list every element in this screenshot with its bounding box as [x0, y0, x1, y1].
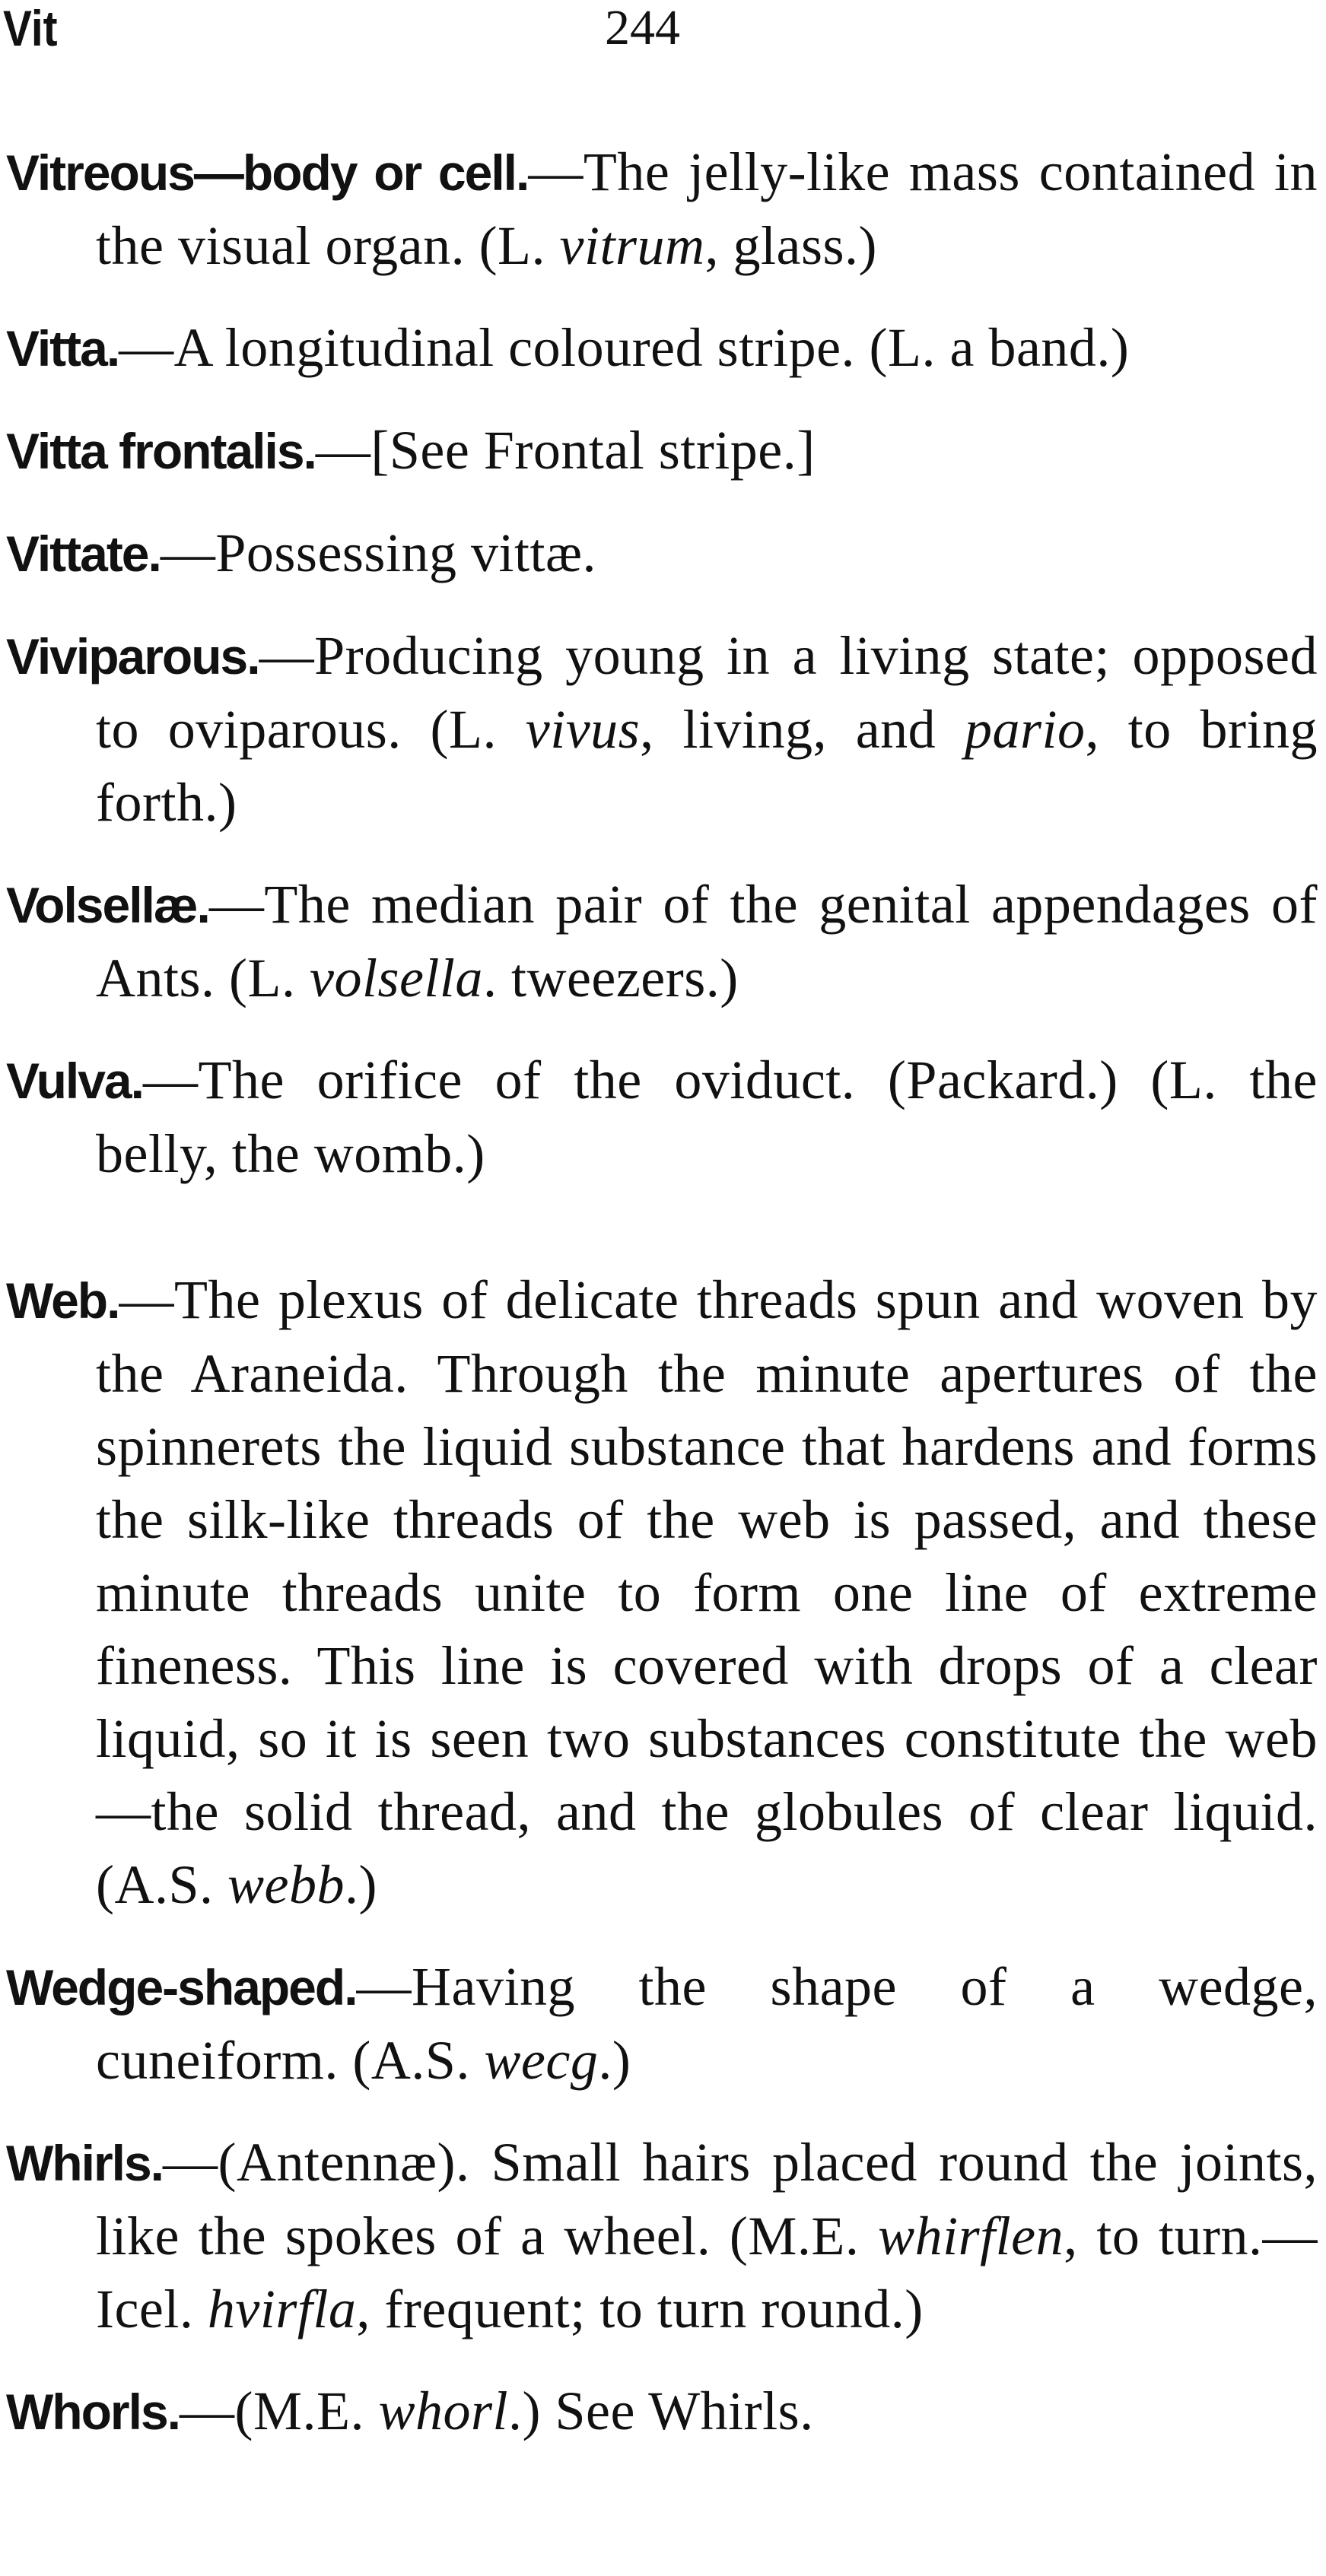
etymon: wecg	[484, 2030, 599, 2091]
guide-word: Vit	[3, 0, 58, 56]
headword: Wedge-shaped.	[6, 1959, 357, 2015]
definition: —Having the shape of a wedge, cuneiform. (A.S. wecg.)	[96, 1956, 1318, 2091]
headword: Vitta frontalis.	[6, 423, 316, 479]
headword: Whorls.	[6, 2384, 180, 2440]
entry-web	[6, 1263, 1318, 1921]
definition: —A longitudinal coloured stripe. (L. a band.)	[119, 317, 1130, 378]
entry-viviparous	[6, 619, 1318, 839]
definition: —The jelly-like mass contained in the visual organ. (L. vitrum, glass.)	[96, 141, 1318, 276]
definition: —(Antennæ). Small hairs placed round the joints, like the spokes of a wheel. (M.E. whirflen, to turn.—Icel. hvirfla, frequent; to turn round.)	[96, 2132, 1318, 2339]
definition: —(M.E. whorl.) See Whirls.	[180, 2381, 814, 2441]
headword: Web.	[6, 1272, 119, 1329]
entry-vitta-frontalis	[6, 414, 1318, 488]
definition: —The plexus of delicate threads spun and woven by the Araneida. Through the minute apertures of the spinnerets the liquid substance that hardens and forms the silk-like threads of the web is passed, and these minute threads unite to form one line of extreme fineness. This line is covered with drops of a clear liquid, so it is seen two substances constitute the web —the solid thread, and the globules of clear liquid. (A.S. webb.)	[96, 1269, 1318, 1915]
headword: Whirls.	[6, 2135, 164, 2191]
headword: Vitreous—body or cell.	[6, 145, 529, 201]
definition: —[See Frontal stripe.]	[315, 420, 816, 481]
headword: Volsellæ.	[6, 877, 209, 933]
entry-vitreous	[6, 135, 1318, 282]
entry-whorls	[6, 2374, 1318, 2448]
running-head	[0, 0, 1326, 61]
headword: Vitta.	[6, 320, 119, 376]
entry-vittate	[6, 516, 1318, 590]
entry-vitta	[6, 311, 1318, 385]
headword: Vittate.	[6, 526, 161, 582]
etymon: vitrum	[559, 215, 705, 276]
entry-wedge-shaped	[6, 1950, 1318, 2097]
entry-vulva	[6, 1043, 1318, 1190]
headword: Vulva.	[6, 1053, 143, 1109]
etymon: pario	[964, 699, 1086, 760]
definition: —The orifice of the oviduct. (Packard.) (L. the belly, the womb.)	[96, 1050, 1318, 1184]
etymon: vivus	[525, 699, 641, 760]
page-number: 244	[605, 0, 680, 56]
definition: —The median pair of the genital appendages of Ants. (L. volsella. tweezers.)	[96, 874, 1318, 1008]
definition: —Producing young in a living state; opposed to oviparous. (L. vivus, living, and pario, to bring forth.)	[96, 625, 1318, 833]
entry-list	[6, 135, 1318, 2477]
headword: Viviparous.	[6, 628, 259, 684]
definition: —Possessing vittæ.	[160, 523, 596, 583]
entry-volsellae	[6, 868, 1318, 1015]
etymon: whirflen	[878, 2206, 1064, 2266]
etymon: volsella	[309, 948, 483, 1008]
etymon: whorl	[378, 2381, 509, 2441]
entry-whirls	[6, 2126, 1318, 2346]
etymon: webb	[227, 1854, 345, 1915]
etymon: hvirfla	[207, 2279, 357, 2339]
